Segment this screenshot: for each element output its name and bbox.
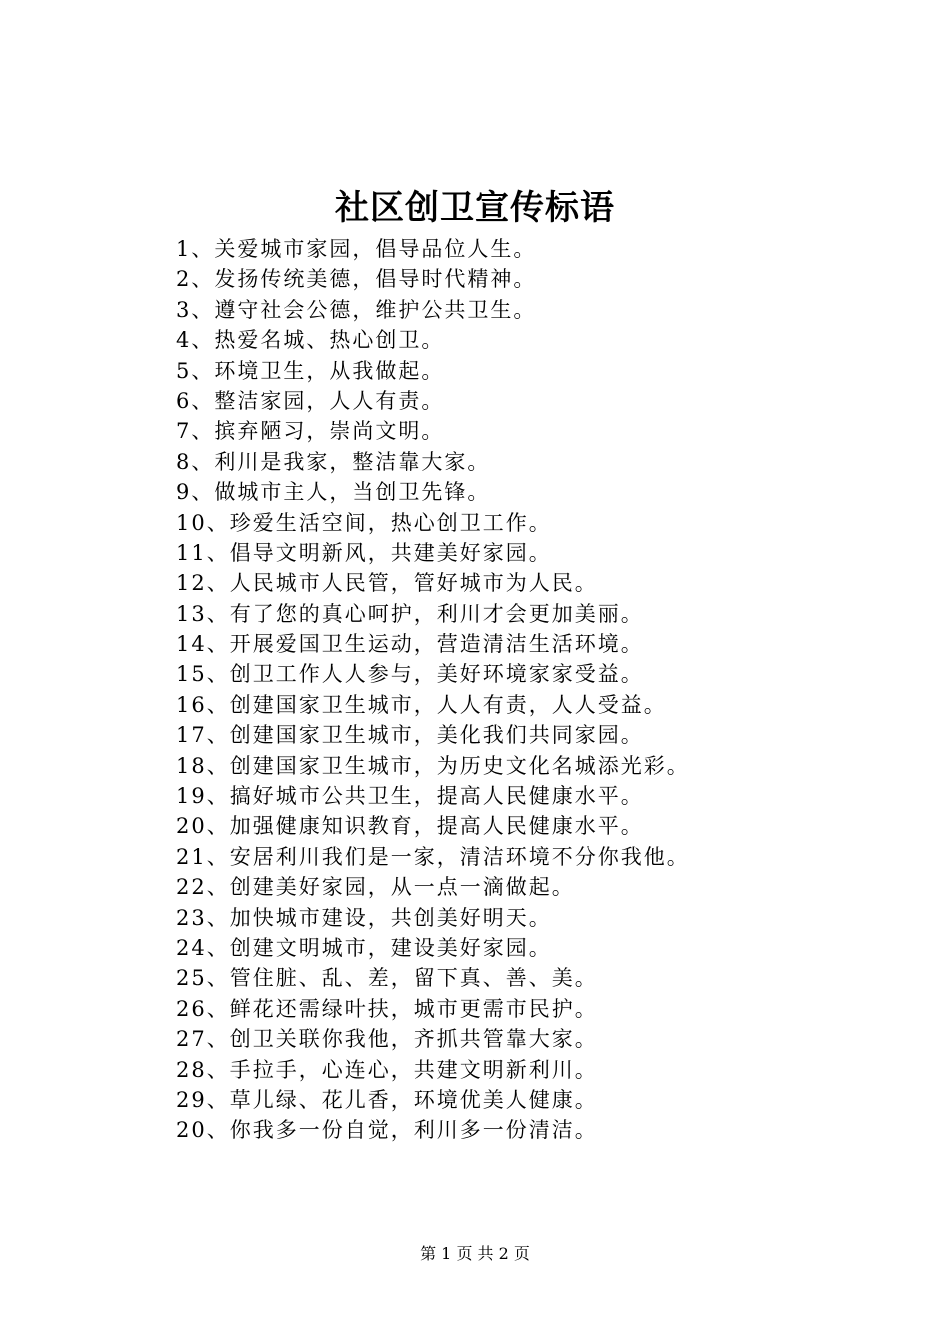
list-item: 8、利川是我家，整洁靠大家。 (176, 449, 491, 474)
list-item: 27、创卫关联你我他，齐抓共管靠大家。 (176, 1027, 598, 1052)
list-item: 17、创建国家卫生城市，美化我们共同家园。 (176, 723, 644, 748)
list-item: 10、珍爱生活空间，热心创卫工作。 (176, 510, 552, 535)
page-number-footer: 第 1 页 共 2 页 (420, 1244, 530, 1263)
document-title: 社区创卫宣传标语 (335, 188, 615, 228)
list-item: 23、加快城市建设，共创美好明天。 (176, 905, 552, 930)
list-item: 19、搞好城市公共卫生，提高人民健康水平。 (176, 784, 644, 809)
list-item: 22、创建美好家园，从一点一滴做起。 (176, 875, 575, 900)
list-item: 12、人民城市人民管，管好城市为人民。 (176, 571, 598, 596)
slogan-list (176, 234, 690, 1146)
list-item: 18、创建国家卫生城市，为历史文化名城添光彩。 (176, 753, 690, 778)
list-item: 26、鲜花还需绿叶扶，城市更需市民护。 (176, 996, 598, 1021)
list-item: 4、热爱名城、热心创卫。 (176, 328, 445, 353)
list-item: 29、草儿绿、花儿香，环境优美人健康。 (176, 1087, 598, 1112)
list-item: 11、倡导文明新风，共建美好家园。 (176, 540, 552, 565)
list-item: 25、管住脏、乱、差，留下真、善、美。 (176, 966, 598, 991)
list-item: 28、手拉手，心连心，共建文明新利川。 (176, 1057, 598, 1082)
list-item: 15、创卫工作人人参与，美好环境家家受益。 (176, 662, 644, 687)
list-item: 9、做城市主人，当创卫先锋。 (176, 480, 491, 505)
list-item: 7、摈弃陋习，崇尚文明。 (176, 419, 445, 444)
list-item: 13、有了您的真心呵护，利川才会更加美丽。 (176, 601, 644, 626)
list-item: 24、创建文明城市，建设美好家园。 (176, 935, 552, 960)
list-item: 16、创建国家卫生城市，人人有责，人人受益。 (176, 692, 667, 717)
list-item: 1、关爱城市家园，倡导品位人生。 (176, 237, 537, 261)
list-item: 5、环境卫生，从我做起。 (176, 358, 445, 383)
list-item: 20、加强健康知识教育，提高人民健康水平。 (176, 814, 644, 839)
list-item: 14、开展爱国卫生运动，营造清洁生活环境。 (176, 632, 644, 657)
list-item: 2、发扬传统美德，倡导时代精神。 (176, 267, 537, 292)
list-item: 20、你我多一份自觉，利川多一份清洁。 (176, 1118, 598, 1143)
list-item: 6、整洁家园，人人有责。 (176, 388, 445, 413)
list-item: 3、遵守社会公德，维护公共卫生。 (176, 297, 537, 322)
list-item: 21、安居利川我们是一家，清洁环境不分你我他。 (176, 844, 690, 869)
